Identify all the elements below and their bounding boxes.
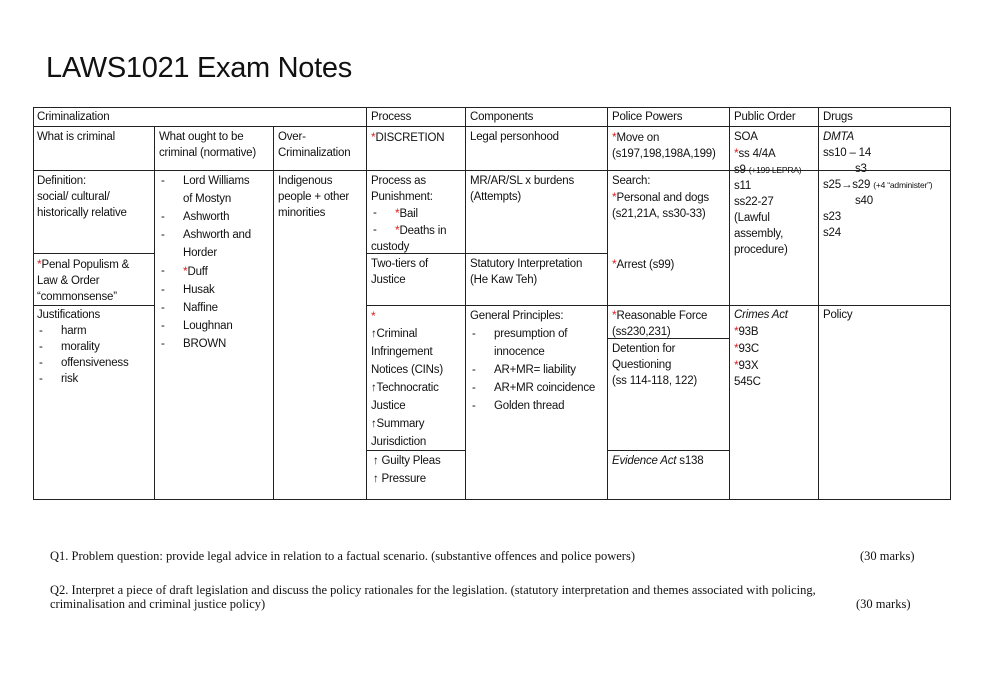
list-item: - Golden thread xyxy=(472,400,565,412)
arrest-cell: *Arrest (s99) xyxy=(612,257,675,271)
guilty-pleas-cell: ↑ Guilty Pleas ↑ Pressure xyxy=(373,455,441,485)
col-divider-1 xyxy=(154,126,155,499)
star-marker: * xyxy=(37,257,42,271)
theorists-list xyxy=(159,172,251,353)
drugs-cell: DMTA ss10 – 14 s3 s25→s29 (+4 “administer”) s40 s23 s24 xyxy=(823,131,933,239)
list-item: - risk xyxy=(39,373,79,385)
drugs-policy-cell: Policy xyxy=(823,309,853,321)
col-divider-5 xyxy=(607,107,608,499)
header-public-order: Public Order xyxy=(734,111,796,123)
list-item: - Loughnan xyxy=(161,320,233,332)
list-item: - *Bail xyxy=(373,206,418,220)
question-2-marks: (30 marks) xyxy=(856,597,911,611)
header-components: Components xyxy=(470,111,534,123)
move-on-cell: *Move on (s197,198,198A,199) xyxy=(612,130,716,160)
list-item: - AR+MR coincidence xyxy=(472,382,596,394)
list-item: - Ashworth xyxy=(161,211,230,223)
list-item: - Naffine xyxy=(161,302,218,314)
police-evidence-divider xyxy=(607,450,729,451)
star-marker: * xyxy=(371,309,376,323)
table-border-bottom xyxy=(33,499,951,500)
table-border-left xyxy=(33,107,34,499)
general-principles-cell: General Principles: - presumption of innocence - AR+MR= liability - AR+MR coincidence - Golden thread xyxy=(470,307,595,415)
discretion-cell: *DISCRETION xyxy=(371,130,445,144)
list-item: - Lord Williams of Mostyn xyxy=(161,175,250,205)
two-tiers-cell: Two-tiers of Justice xyxy=(371,258,429,286)
list-item: - offensiveness xyxy=(39,357,129,369)
list-item: - Ashworth and Horder xyxy=(161,229,251,259)
list-item: - Husak xyxy=(161,284,215,296)
header-divider xyxy=(33,126,951,127)
legal-personhood-cell: Legal personhood xyxy=(470,131,559,143)
star-marker: * xyxy=(371,130,376,144)
row2-divider-whatis xyxy=(33,253,154,254)
row3-divider-right xyxy=(366,305,951,306)
col-divider-7 xyxy=(818,107,819,499)
col-divider-4 xyxy=(465,107,466,499)
process-increases-cell: * ↑Criminal Infringement Notices (CINs) ↑Technocratic Justice ↑Summary Jurisdiction xyxy=(371,309,443,448)
search-cell: Search: *Personal and dogs (s21,21A, ss30-33) xyxy=(612,175,709,220)
over-criminalization-body: Indigenous people + other minorities xyxy=(278,175,350,219)
penal-populism-cell: *Penal Populism & Law & Order “commonsense” xyxy=(37,257,130,303)
question-2-line2: criminalisation and criminal justice policy) xyxy=(50,597,266,611)
row1-divider xyxy=(33,170,951,171)
list-item: - morality xyxy=(39,341,100,353)
definition-cell: Definition: social/ cultural/ historically relative xyxy=(37,175,127,219)
detention-cell: Detention for Questioning (ss 114-118, 122) xyxy=(612,343,698,387)
notes-table xyxy=(33,107,951,499)
public-order-soa-cell: SOA *ss 4/4A s9 (+199 LEPRA) s11 ss22-27 (Lawful assembly, procedure) xyxy=(734,131,802,256)
what-is-criminal-heading: What is criminal xyxy=(37,131,115,143)
justifications-cell: Justifications - harm - morality - offensiveness - risk xyxy=(37,309,129,385)
question-1-marks: (30 marks) xyxy=(860,549,915,563)
evidence-act-cell: Evidence Act s138 xyxy=(612,455,704,467)
header-process: Process xyxy=(371,111,412,123)
col-divider-2 xyxy=(273,126,274,499)
list-item: - *Duff xyxy=(161,264,208,278)
table-border-top xyxy=(33,107,951,108)
header-police-powers: Police Powers xyxy=(612,111,683,123)
header-drugs: Drugs xyxy=(823,111,853,123)
table-border-right xyxy=(950,107,951,499)
ought-to-be-heading: What ought to be criminal (normative) xyxy=(159,131,256,159)
question-2: Q2. Interpret a piece of draft legislation and discuss the policy rationales for the legislation. (statutory interpretation and themes associated with policing, xyxy=(50,583,816,597)
page-title: LAWS1021 Exam Notes xyxy=(46,52,352,84)
list-item: - *Deaths in xyxy=(373,223,447,237)
statutory-interpretation-cell: Statutory Interpretation (He Kaw Teh) xyxy=(470,258,583,286)
reasonable-force-cell: *Reasonable Force (ss230,231) xyxy=(612,308,708,338)
process-as-punishment-cell: Process as Punishment: - *Bail - *Deaths in custody xyxy=(371,175,447,253)
burdens-cell: MR/AR/SL x burdens (Attempts) xyxy=(470,175,574,203)
list-item: - AR+MR= liability xyxy=(472,364,576,376)
col-divider-3 xyxy=(366,107,367,499)
over-criminalization-heading: Over- Criminalization xyxy=(278,131,351,159)
list-item: - presumption of innocence xyxy=(472,328,568,358)
list-item: - harm xyxy=(39,325,87,337)
crimes-act-cell: Crimes Act *93B *93C *93X 545C xyxy=(734,309,788,388)
header-criminalization: Criminalization xyxy=(37,111,110,123)
list-item: - BROWN xyxy=(161,338,227,350)
row3-divider-whatis xyxy=(33,305,154,306)
col-divider-6 xyxy=(729,107,730,499)
question-1: Q1. Problem question: provide legal advice in relation to a factual scenario. (substantive offences and police powers) xyxy=(50,549,635,563)
star-marker: * xyxy=(183,264,188,278)
